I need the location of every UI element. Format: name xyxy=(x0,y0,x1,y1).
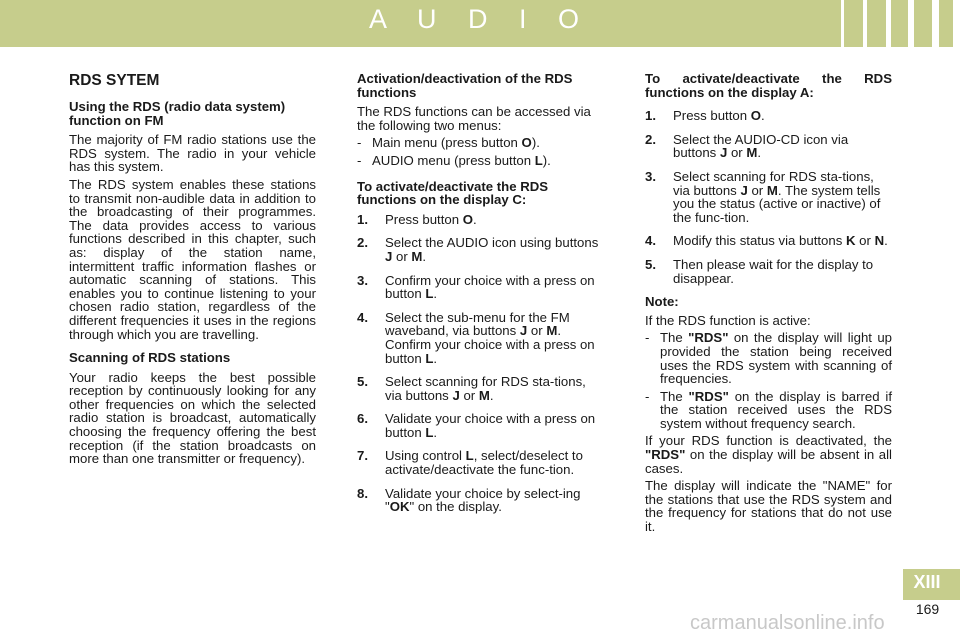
note-title: Note: xyxy=(645,294,679,310)
step-text: . xyxy=(757,145,762,161)
menu-text: ). xyxy=(531,135,540,151)
step-text: " on the display. xyxy=(409,499,502,515)
step-item xyxy=(357,449,604,476)
step-text: Select scanning for RDS sta-tions, via buttons xyxy=(673,168,874,198)
step-text: or xyxy=(459,387,479,403)
paragraph xyxy=(645,434,892,475)
step-text: . xyxy=(433,424,438,440)
menu-item xyxy=(357,136,604,150)
step-item xyxy=(645,109,892,123)
step-number: 2. xyxy=(645,131,656,147)
step-text: Confirm your choice with a press on button xyxy=(385,272,595,302)
key-label: O xyxy=(462,211,473,227)
step-number: 8. xyxy=(357,485,368,501)
note-item xyxy=(645,390,892,431)
dash-marker: - xyxy=(357,135,362,151)
key-label: M xyxy=(411,248,423,264)
paragraph: Your radio keeps the best possible reception by continuously looking for any other frequencies on which the selected radio station is broadcast, automatically choosing the frequency offering the best reception (if the station broadcasts on more than one transmitter or frequency). xyxy=(69,369,316,467)
subheading-display-c: To activate/deactivate the RDS functions on the display C: xyxy=(357,178,549,208)
step-text: . xyxy=(472,211,477,227)
paragraph: The display will indicate the "NAME" for the stations that use the RDS system and the frequency for stations that do not use it. xyxy=(645,478,892,535)
page-number: 169 xyxy=(915,601,940,617)
step-item xyxy=(357,375,604,402)
step-number: 2. xyxy=(357,235,368,251)
key-label: J xyxy=(452,387,460,403)
key-label: O xyxy=(521,135,532,151)
column-right xyxy=(645,72,892,538)
step-number: 6. xyxy=(357,411,368,427)
step-text: , select/deselect to activate/deactivate the func-tion. xyxy=(385,448,583,478)
paragraph: The RDS system enables these stations to transmit non-audible data in addition to the broadcasting of their programmes. The data provides access to various functions described in this chapter, such as: display of the station name, intermittent traffic information flashes or automatic scanning of stations. This enables you to continue listening to your chosen radio station, regardless of the different frequencies it uses in the regions through which you are travelling. xyxy=(69,176,316,342)
step-number: 4. xyxy=(357,309,368,325)
chapter-label: XIII xyxy=(913,572,941,592)
key-label: J xyxy=(519,323,528,339)
column-middle xyxy=(357,72,604,524)
watermark: carmanualsonline.info xyxy=(690,612,885,634)
step-text: . xyxy=(884,233,888,249)
step-text: Validate your choice with a press on button xyxy=(385,411,596,440)
step-item xyxy=(357,274,604,301)
menu-item xyxy=(357,154,604,168)
step-text: or xyxy=(855,233,875,249)
step-item xyxy=(645,170,892,224)
step-text: or xyxy=(392,248,412,264)
step-number: 5. xyxy=(357,374,368,390)
key-label: L xyxy=(425,286,434,302)
key-label: L xyxy=(534,152,543,168)
step-text: Modify this status via buttons xyxy=(673,233,846,249)
menu-text: Main menu (press button xyxy=(372,135,522,151)
subheading-activation: Activation/deactivation of the RDS functions xyxy=(357,71,573,100)
step-number: 5. xyxy=(645,256,656,272)
step-item xyxy=(357,412,604,439)
step-item xyxy=(357,311,604,365)
note-text: The xyxy=(660,388,689,404)
key-label: L xyxy=(425,350,434,366)
key-label: M xyxy=(746,145,758,161)
step-text: Press button xyxy=(673,108,751,124)
step-text: or xyxy=(727,145,747,161)
key-label: O xyxy=(750,108,761,124)
subheading-display-a: To activate/deactivate the RDS functions on the display A: xyxy=(645,71,892,100)
step-text: . Confirm your choice with a press on button xyxy=(385,323,595,366)
note-text: on the display is barred if the station received uses the RDS system without frequency search. xyxy=(660,388,892,431)
key-label: K xyxy=(845,233,856,249)
step-number: 1. xyxy=(357,211,368,227)
step-text: Select the AUDIO-CD icon via buttons xyxy=(673,131,849,161)
step-text: Then please wait for the display to disappear. xyxy=(673,256,874,286)
paragraph: The RDS functions can be accessed via the following two menus: xyxy=(357,104,591,133)
step-text: Using control xyxy=(385,448,466,464)
key-label: M xyxy=(766,182,778,198)
dash-marker: - xyxy=(357,152,362,168)
rds-label: "RDS" xyxy=(688,330,729,346)
key-label: OK xyxy=(389,499,410,515)
step-text: . xyxy=(760,108,765,124)
step-text: Select scanning for RDS sta-tions, via buttons xyxy=(385,374,586,403)
step-item xyxy=(645,258,892,285)
step-number: 1. xyxy=(645,108,656,124)
rds-label: "RDS" xyxy=(645,447,686,463)
step-item xyxy=(645,133,892,160)
key-label: N xyxy=(874,233,885,249)
step-item xyxy=(645,234,892,248)
step-number: 3. xyxy=(645,168,656,184)
paragraph: The majority of FM radio stations use the RDS system. The radio in your vehicle has this system. xyxy=(69,132,316,175)
step-item xyxy=(357,213,604,227)
dash-marker: - xyxy=(645,330,650,346)
key-label: M xyxy=(546,323,558,339)
note-text: The xyxy=(660,330,689,346)
note-intro: If the RDS function is active: xyxy=(645,312,811,328)
column-left xyxy=(69,72,316,470)
step-text: . xyxy=(433,286,438,302)
subheading-rds-function: Using the RDS (radio data system) function on FM xyxy=(69,99,286,128)
key-label: L xyxy=(465,448,474,464)
step-text: or xyxy=(747,182,767,198)
step-text: Select the sub-menu for the FM waveband, via buttons xyxy=(385,309,570,339)
key-label: M xyxy=(478,387,490,403)
step-text: . xyxy=(489,387,494,403)
menu-text: ). xyxy=(542,152,551,168)
paragraph-text: on the display will be absent in all cases. xyxy=(645,447,892,476)
key-label: J xyxy=(740,182,748,198)
key-label: L xyxy=(425,424,434,440)
step-number: 4. xyxy=(645,233,656,249)
step-item xyxy=(357,236,604,263)
key-label: J xyxy=(719,145,728,161)
step-text: or xyxy=(527,323,547,339)
chapter-tab xyxy=(903,569,960,600)
page-title: A U D I O xyxy=(368,4,592,34)
menu-text: AUDIO menu (press button xyxy=(372,152,535,168)
subheading-scanning: Scanning of RDS stations xyxy=(69,350,231,366)
note-item xyxy=(645,331,892,385)
step-text: Validate your choice by select-ing " xyxy=(385,485,581,515)
step-text: Select the AUDIO icon using buttons xyxy=(385,235,599,251)
paragraph-text: If your RDS function is deactivated, the xyxy=(645,433,892,449)
step-text: . xyxy=(433,350,438,366)
note-text: on the display will light up provided the station being received uses the RDS system with scanning of frequencies. xyxy=(660,330,892,387)
key-label: J xyxy=(385,248,393,264)
header-band xyxy=(0,0,960,47)
step-number: 3. xyxy=(357,272,368,288)
section-heading: RDS SYTEM xyxy=(69,72,160,89)
step-text: Press button xyxy=(385,211,463,227)
step-text: . xyxy=(422,248,427,264)
step-number: 7. xyxy=(357,448,368,464)
step-item xyxy=(357,487,604,514)
step-text: . The system tells you the status (active or inactive) of the func-tion. xyxy=(673,182,881,225)
rds-label: "RDS" xyxy=(688,388,729,404)
dash-marker: - xyxy=(645,388,650,404)
